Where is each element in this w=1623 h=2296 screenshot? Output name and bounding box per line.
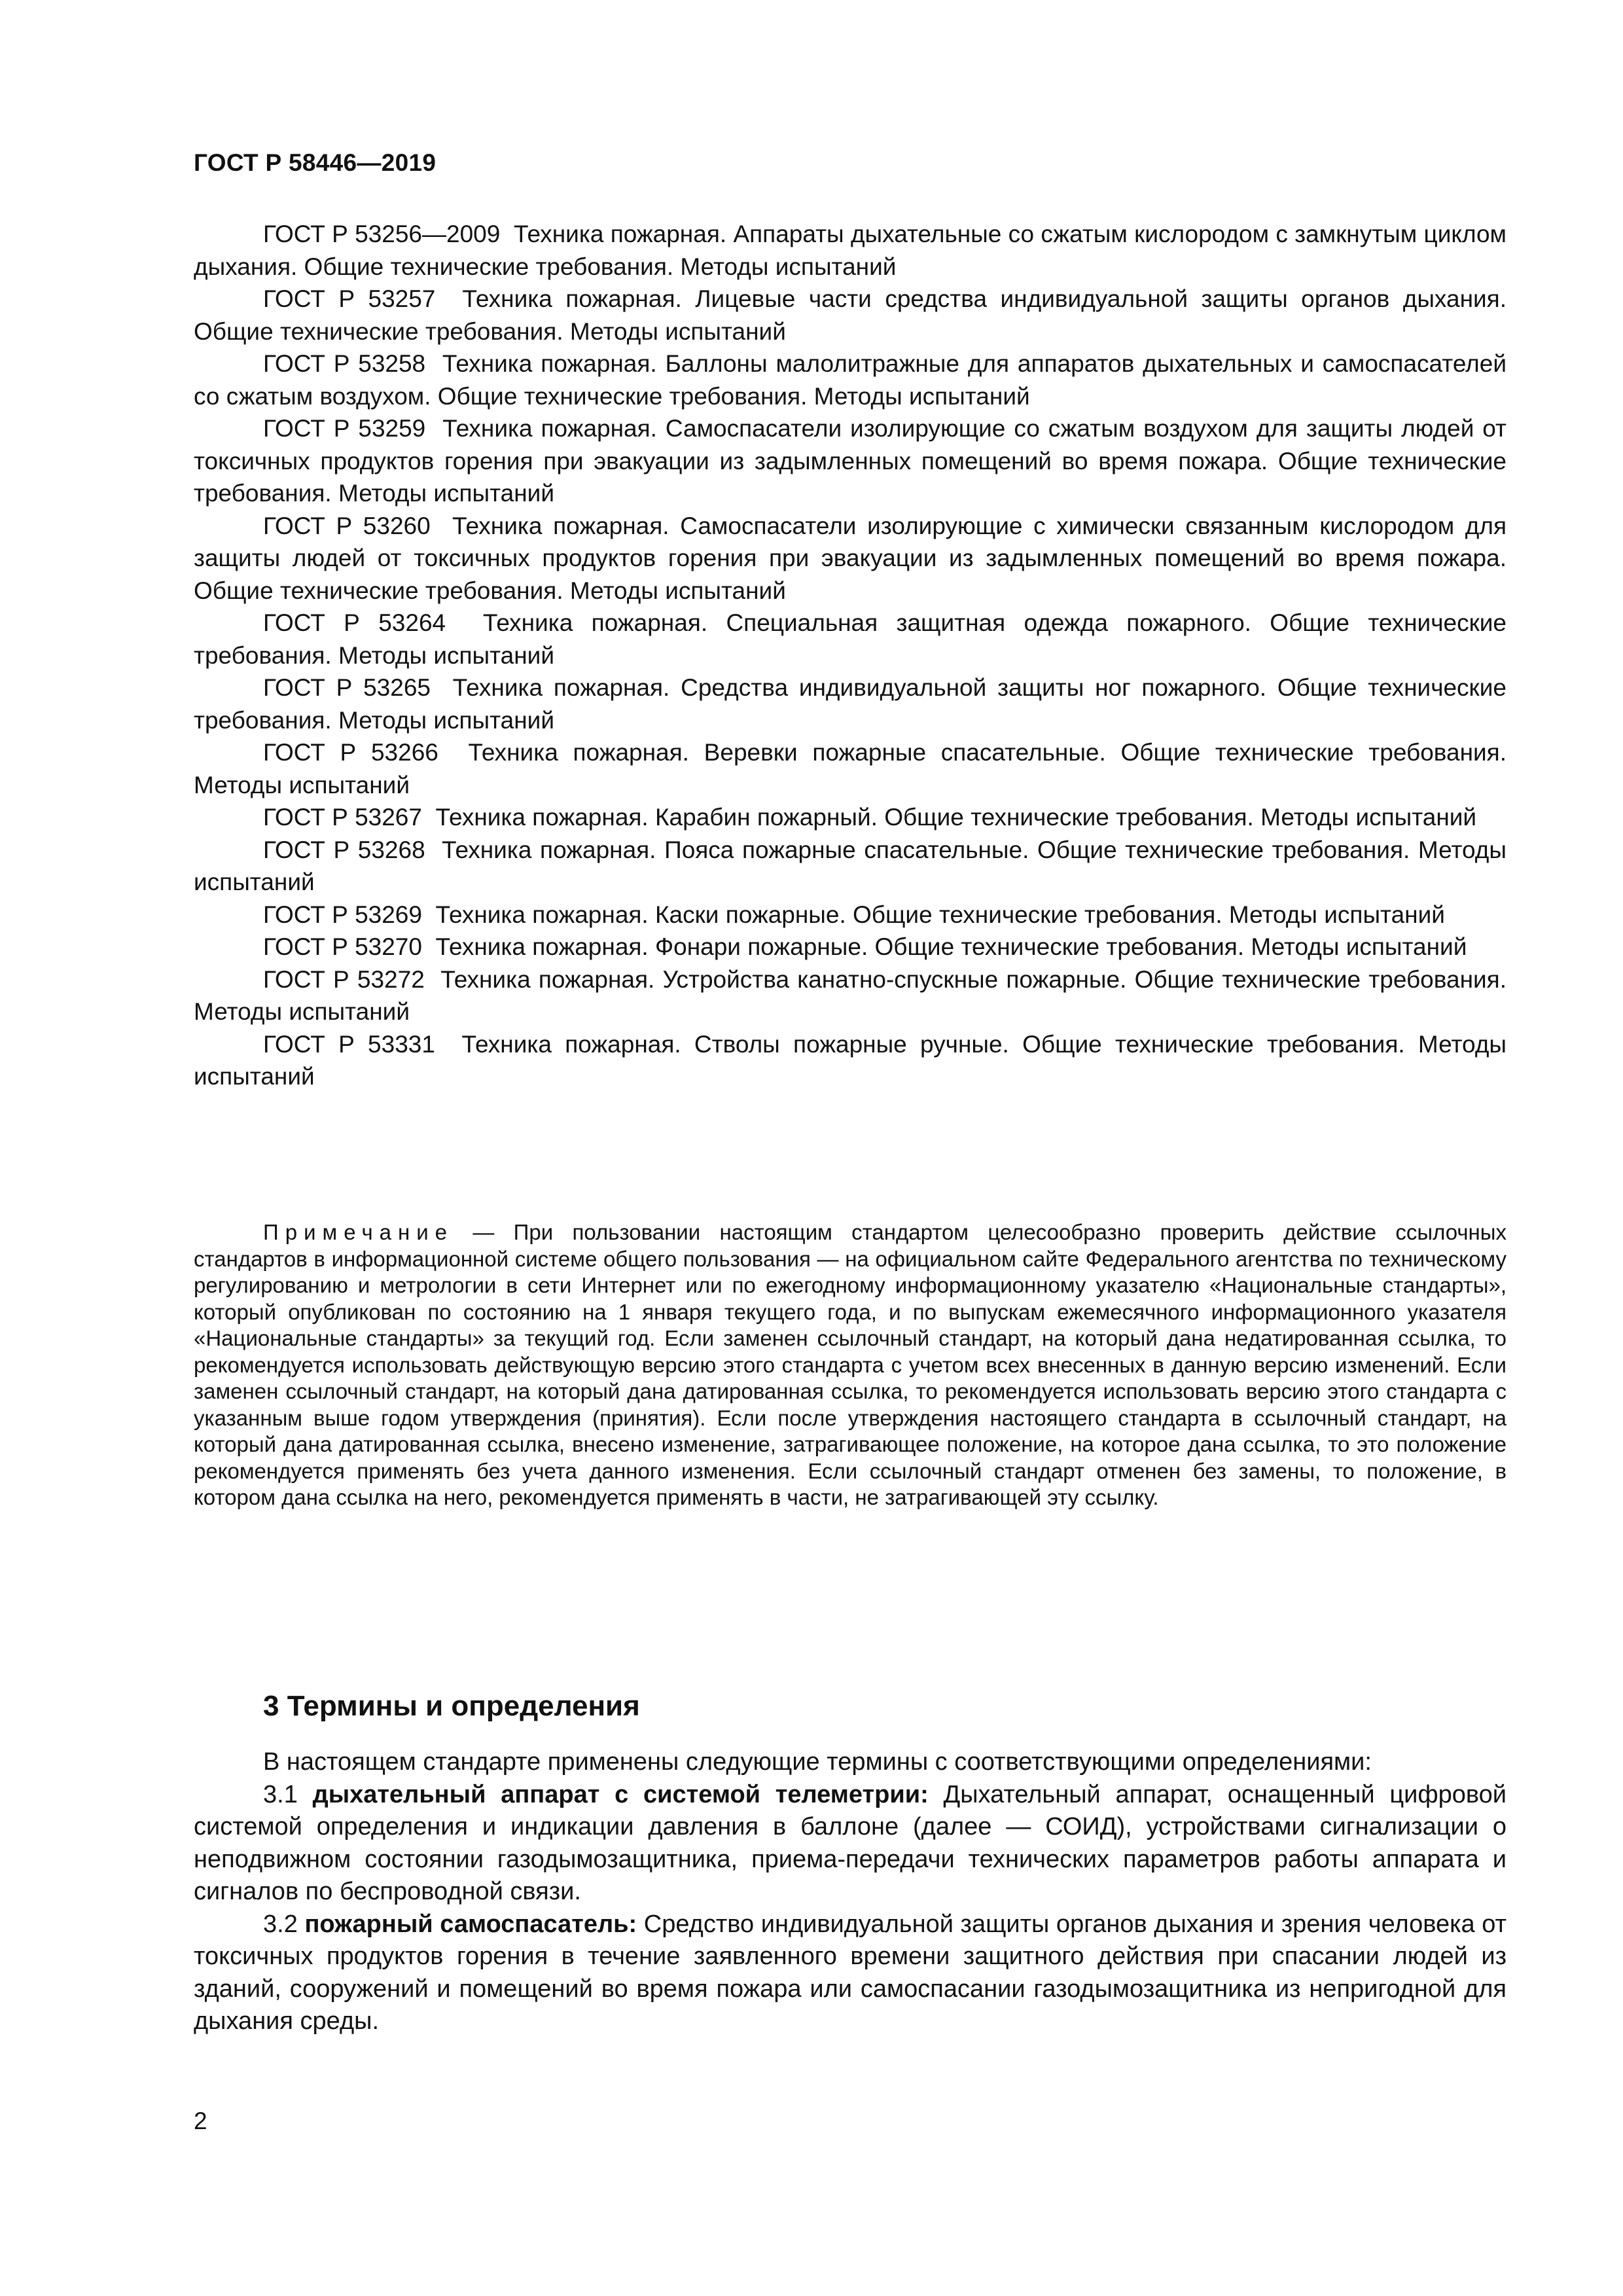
document-header: ГОСТ Р 58446—2019 [194, 149, 437, 176]
reference-item [194, 283, 1507, 348]
term-name: пожарный самоспасатель: [304, 1910, 637, 1938]
reference-item [194, 963, 1507, 1028]
reference-code: ГОСТ Р 53264 [263, 609, 446, 636]
reference-code: ГОСТ Р 53259 [263, 415, 426, 442]
reference-title: Техника пожарная. Карабин пожарный. Общие технические требования. Методы испытаний [435, 804, 1477, 831]
page-number: 2 [194, 2108, 207, 2134]
reference-title: Техника пожарная. Самоспасатели изолирующие со сжатым воздухом для защиты людей от токсичных продуктов горения при эвакуации из задымленных помещений во время пожара. Общие технические требования. Методы испытаний [194, 415, 1507, 507]
reference-title: Техника пожарная. Устройства канатно-спускные пожарные. Общие технические требования. Методы испытаний [194, 965, 1507, 1025]
section-title: 3 Термины и определения [263, 1690, 640, 1722]
reference-item [194, 218, 1507, 283]
reference-item [194, 801, 1507, 834]
reference-item [194, 510, 1507, 607]
reference-title: Техника пожарная. Аппараты дыхательные со сжатым кислородом с замкнутым циклом дыхания. Общие технические требования. Методы испытаний [194, 221, 1507, 280]
reference-title: Техника пожарная. Самоспасатели изолирующие с химически связанным кислородом для защиты людей от токсичных продуктов горения при эвакуации из задымленных помещений во время пожара. Общие технические требования. Методы испытаний [194, 512, 1507, 604]
term-item [194, 1909, 1507, 2038]
normative-references-list [194, 218, 1507, 1093]
reference-item [194, 672, 1507, 736]
reference-title: Техника пожарная. Лицевые части средства индивидуальной защиты органов дыхания. Общие технические требования. Методы испытаний [194, 285, 1507, 345]
section-intro: В настоящем стандарте применены следующие термины с соответствующими определениями: [263, 1748, 1372, 1776]
reference-title: Техника пожарная. Средства индивидуальной защиты ног пожарного. Общие технические требования. Методы испытаний [194, 674, 1507, 734]
reference-code: ГОСТ Р 53266 [263, 739, 438, 766]
reference-code: ГОСТ Р 53268 [263, 836, 425, 863]
note-label: Примечание [263, 1220, 454, 1244]
reference-title: Техника пожарная. Пояса пожарные спасательные. Общие технические требования. Методы испытаний [194, 836, 1507, 895]
term-definition: Средство индивидуальной защиты органов дыхания и зрения человека от токсичных продуктов горения в течение заявленного времени защитного действия при спасании людей из зданий, сооружений и помещений во время пожара или самоспасании газодымозащитника из непригодной для дыхания среды. [194, 1910, 1507, 2035]
reference-title: Техника пожарная. Специальная защитная одежда пожарного. Общие технические требования. Методы испытаний [194, 609, 1507, 669]
reference-code: ГОСТ Р 53267 [263, 804, 422, 831]
term-number: 3.1 [263, 1780, 298, 1808]
reference-code: ГОСТ Р 53331 [263, 1030, 435, 1058]
term-definition: Дыхательный аппарат, оснащенный цифровой системой определения и индикации давления в баллоне (далее — СОИД), устройствами сигнализации о неподвижном состоянии газодымозащитника, приема-передачи технических параметров работы аппарата и сигналов по беспроводной связи. [194, 1780, 1507, 1905]
reference-code: ГОСТ Р 53269 [263, 901, 422, 928]
reference-code: ГОСТ Р 53256—2009 [263, 221, 501, 247]
term-name: дыхательный аппарат с системой телеметрии: [312, 1780, 929, 1808]
reference-code: ГОСТ Р 53258 [263, 350, 426, 377]
reference-item [194, 834, 1507, 899]
reference-item [194, 899, 1507, 931]
reference-code: ГОСТ Р 53260 [263, 512, 431, 539]
note-paragraph [194, 1219, 1507, 1511]
reference-item [194, 607, 1507, 672]
reference-title: Техника пожарная. Фонари пожарные. Общие технические требования. Методы испытаний [435, 933, 1467, 960]
reference-code: ГОСТ Р 53270 [263, 933, 422, 960]
note-text: — При пользовании настоящим стандартом целесообразно проверить действие ссылочных стандартов в информационной системе общего пользования — на официальном сайте Федерального агентства по техническому регулированию и метрологии в сети Интернет или по ежегодному информационному указателю «Национальные стандарты», который опубликован по состоянию на 1 января текущего года, и по выпускам ежемесячного информационного указателя «Национальные стандарты» за текущий год. Если заменен ссылочный стандарт, на который дана недатированная ссылка, то рекомендуется использовать действующую версию этого стандарта с учетом всех внесенных в данную версию изменений. Если заменен ссылочный стандарт, на который дана датированная ссылка, то рекомендуется использовать версию этого стандарта с указанным выше годом утверждения (принятия). Если после утверждения настоящего стандарта в ссылочный стандарт, на который дана датированная ссылка, внесено изменение, затрагивающее положение, на которое дана ссылка, то это положение рекомендуется применять без учета данного изменения. Если ссылочный стандарт отменен без замены, то положение, в котором дана ссылка на него, рекомендуется применять в части, не затрагивающей эту ссылку. [194, 1220, 1507, 1509]
term-item [194, 1779, 1507, 1909]
reference-item [194, 348, 1507, 412]
reference-title: Техника пожарная. Стволы пожарные ручные. Общие технические требования. Методы испытаний [194, 1030, 1507, 1090]
terms-section [194, 1746, 1507, 2038]
reference-item [194, 736, 1507, 801]
term-number: 3.2 [263, 1910, 298, 1938]
reference-item [194, 412, 1507, 510]
reference-code: ГОСТ Р 53265 [263, 674, 431, 701]
reference-title: Техника пожарная. Веревки пожарные спасательные. Общие технические требования. Методы испытаний [194, 739, 1507, 798]
reference-item [194, 1028, 1507, 1093]
reference-title: Техника пожарная. Каски пожарные. Общие технические требования. Методы испытаний [435, 901, 1445, 928]
reference-item [194, 931, 1507, 963]
reference-title: Техника пожарная. Баллоны малолитражные для аппаратов дыхательных и самоспасателей со сжатым воздухом. Общие технические требования. Методы испытаний [194, 350, 1507, 410]
reference-code: ГОСТ Р 53272 [263, 965, 425, 993]
reference-code: ГОСТ Р 53257 [263, 285, 436, 312]
